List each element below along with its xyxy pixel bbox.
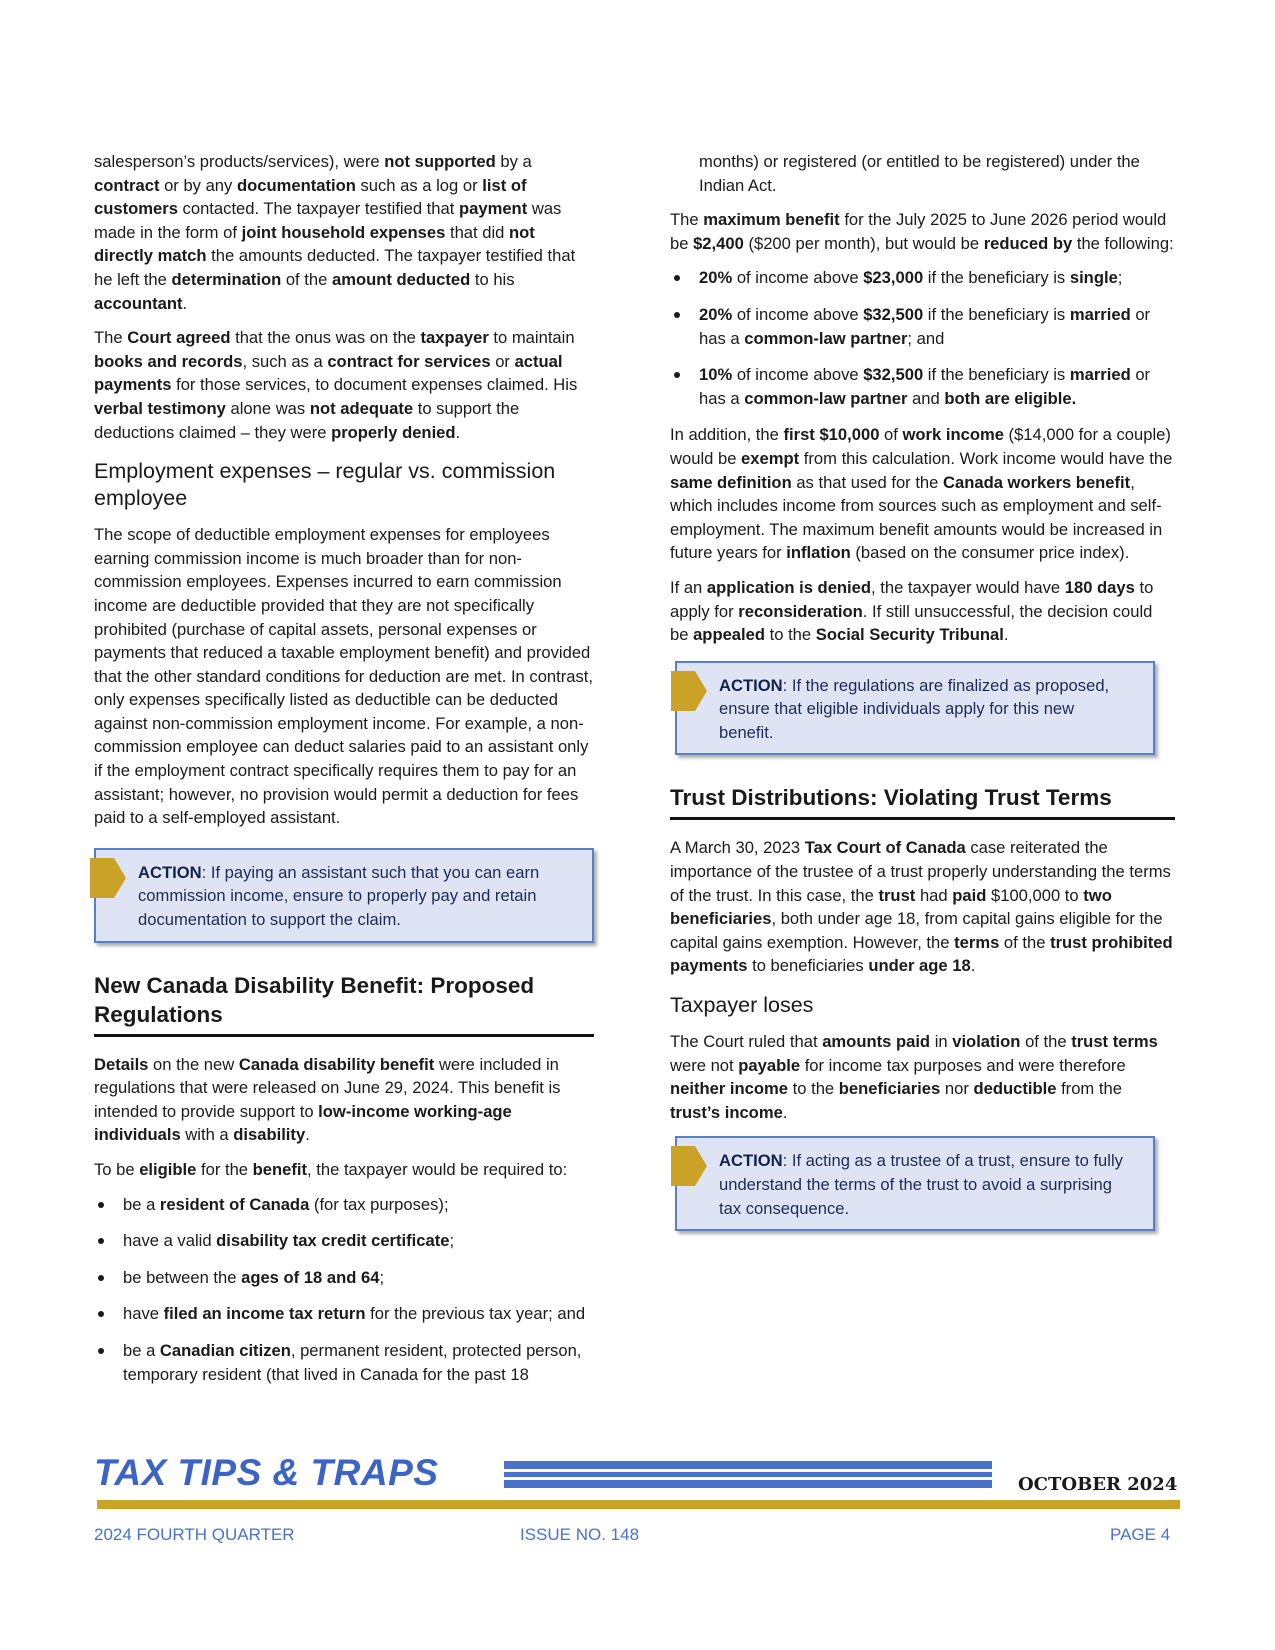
list-item [670, 303, 1175, 350]
action-text: : If the regulations are finalized as proposed, ensure that eligible individuals apply for this new benefit. [719, 675, 1110, 742]
footer-decorative-lines [504, 1461, 992, 1491]
bullet-icon [98, 1238, 104, 1244]
paragraph: The Court ruled that amounts paid in violation of the trust terms were not payable for income tax purposes and were therefore neither income to the beneficiaries nor deductible from the trust’s income. [670, 1032, 1158, 1122]
subheading-employment-expenses: Employment expenses – regular vs. commission employee [94, 459, 556, 511]
list-item-text: 10% of income above $32,500 if the beneficiary is married or has a common-law partner and both are eligible. [699, 365, 1151, 408]
bullet-icon [674, 372, 680, 378]
pentagon-flag-icon [90, 858, 126, 898]
paragraph: If an application is denied, the taxpayer would have 180 days to apply for reconsideration. If still unsuccessful, the decision could be appealed to the Social Security Tribunal. [670, 577, 1154, 645]
paragraph: In addition, the first $10,000 of work income ($14,000 for a couple) would be exempt from this calculation. Work income would have the same definition as that used for the Canada workers benefit, which includes income from sources such as employment and self-employment. The maximum benefit amounts would be increased in future years for inflation (based on the consumer price index). [670, 425, 1173, 563]
action-callout [94, 848, 594, 943]
eligibility-list [94, 1193, 594, 1387]
heading-trust-distributions: Trust Distributions: Violating Trust Terms [670, 783, 1175, 820]
action-text: : If paying an assistant such that you can earn commission income, ensure to properly pay and retain documentation to support the claim. [138, 862, 540, 930]
bullet-icon [674, 275, 680, 281]
pentagon-flag-icon [671, 1146, 707, 1186]
list-item [94, 1266, 594, 1290]
bullet-icon [98, 1348, 104, 1354]
bullet-icon [98, 1202, 104, 1208]
bullet-icon [98, 1311, 104, 1317]
action-callout [675, 1136, 1155, 1231]
list-item [670, 363, 1175, 410]
action-label: ACTION [719, 675, 783, 695]
list-item-continuation: months) or registered (or entitled to be registered) under the Indian Act. [699, 152, 1140, 195]
list-item [670, 266, 1175, 290]
footer-gold-rule [97, 1500, 1180, 1509]
footer-quarter: 2024 FOURTH QUARTER [94, 1525, 295, 1544]
list-item-text: be a resident of Canada (for tax purposes); [123, 1194, 449, 1214]
paragraph: A March 30, 2023 Tax Court of Canada case reiterated the importance of the trustee of a trust properly understanding the terms of the trust. In this case, the trust had paid $100,000 to two beneficiaries, both under age 18, from capital gains eligible for the capital gains exemption. However, the terms of the trust prohibited payments to beneficiaries under age 18. [670, 838, 1173, 976]
list-item-text: have filed an income tax return for the previous tax year; and [123, 1304, 586, 1324]
newsletter-title: TAX TIPS & TRAPS [94, 1452, 439, 1493]
paragraph: Details on the new Canada disability benefit were included in regulations that were released on June 29, 2024. This benefit is intended to provide support to low-income working-age individuals with a disability. [94, 1054, 561, 1145]
bullet-icon [674, 312, 680, 318]
list-item [94, 1302, 594, 1326]
paragraph: The maximum benefit for the July 2025 to June 2026 period would be $2,400 ($200 per month), but would be reduced by the following: [670, 210, 1174, 253]
paragraph: salesperson’s products/services), were not supported by a contract or by any documentation such as a log or list of customers contacted. The taxpayer testified that payment was made in the form of joint household expenses that did not directly match the amounts deducted. The taxpayer testified that he left the determination of the amount deducted to his accountant. [94, 152, 576, 313]
list-item [94, 1193, 594, 1217]
pentagon-flag-icon [671, 671, 707, 711]
action-text: : If acting as a trustee of a trust, ensure to fully understand the terms of the trust to avoid a surprising tax consequence. [719, 1151, 1123, 1218]
right-column [670, 150, 1175, 1231]
list-item-text: be a Canadian citizen, permanent resident, protected person, temporary resident (that lived in Canada for the past 18 [123, 1340, 582, 1384]
list-item-text: be between the ages of 18 and 64; [123, 1267, 385, 1287]
heading-disability-benefit: New Canada Disability Benefit: Proposed Regulations [94, 971, 594, 1037]
list-item-text: 20% of income above $23,000 if the beneficiary is single; [699, 268, 1123, 288]
subheading-taxpayer-loses: Taxpayer loses [670, 993, 814, 1018]
left-column [94, 150, 594, 1399]
action-callout [675, 661, 1155, 756]
paragraph: The Court agreed that the onus was on the taxpayer to maintain books and records, such as a contract for services or actual payments for those services, to document expenses claimed. His verbal testimony alone was not adequate to support the deductions claimed – they were properly denied. [94, 328, 578, 442]
reduction-list [670, 266, 1175, 410]
footer-page-number: PAGE 4 [1110, 1525, 1171, 1544]
list-item [94, 1339, 594, 1386]
list-item [94, 1229, 594, 1253]
action-label: ACTION [719, 1151, 783, 1171]
paragraph: To be eligible for the benefit, the taxpayer would be required to: [94, 1160, 568, 1179]
issue-date: OCTOBER 2024 [1018, 1474, 1178, 1495]
list-item-text: have a valid disability tax credit certificate; [123, 1231, 455, 1251]
list-item-text: 20% of income above $32,500 if the beneficiary is married or has a common-law partner; and [699, 304, 1151, 348]
footer-issue-number: ISSUE NO. 148 [520, 1525, 640, 1544]
bullet-icon [98, 1275, 104, 1281]
action-label: ACTION [138, 862, 202, 882]
paragraph: The scope of deductible employment expenses for employees earning commission income is much broader than for non-commission employees. Expenses incurred to earn commission income are deductible provided that they are not specifically prohibited (purchase of capital assets, personal expenses or payments that reduced a taxable employment benefit) and provided that the other standard conditions for deduction are met. In contrast, only expenses specifically listed as deductible can be deducted against non-commission employment income. For example, a non-commission employee can deduct salaries paid to an assistant only if the employment contract specifically requires them to pay for an assistant; however, no provision would permit a deduction for fees paid to a self-employed assistant. [94, 525, 594, 828]
